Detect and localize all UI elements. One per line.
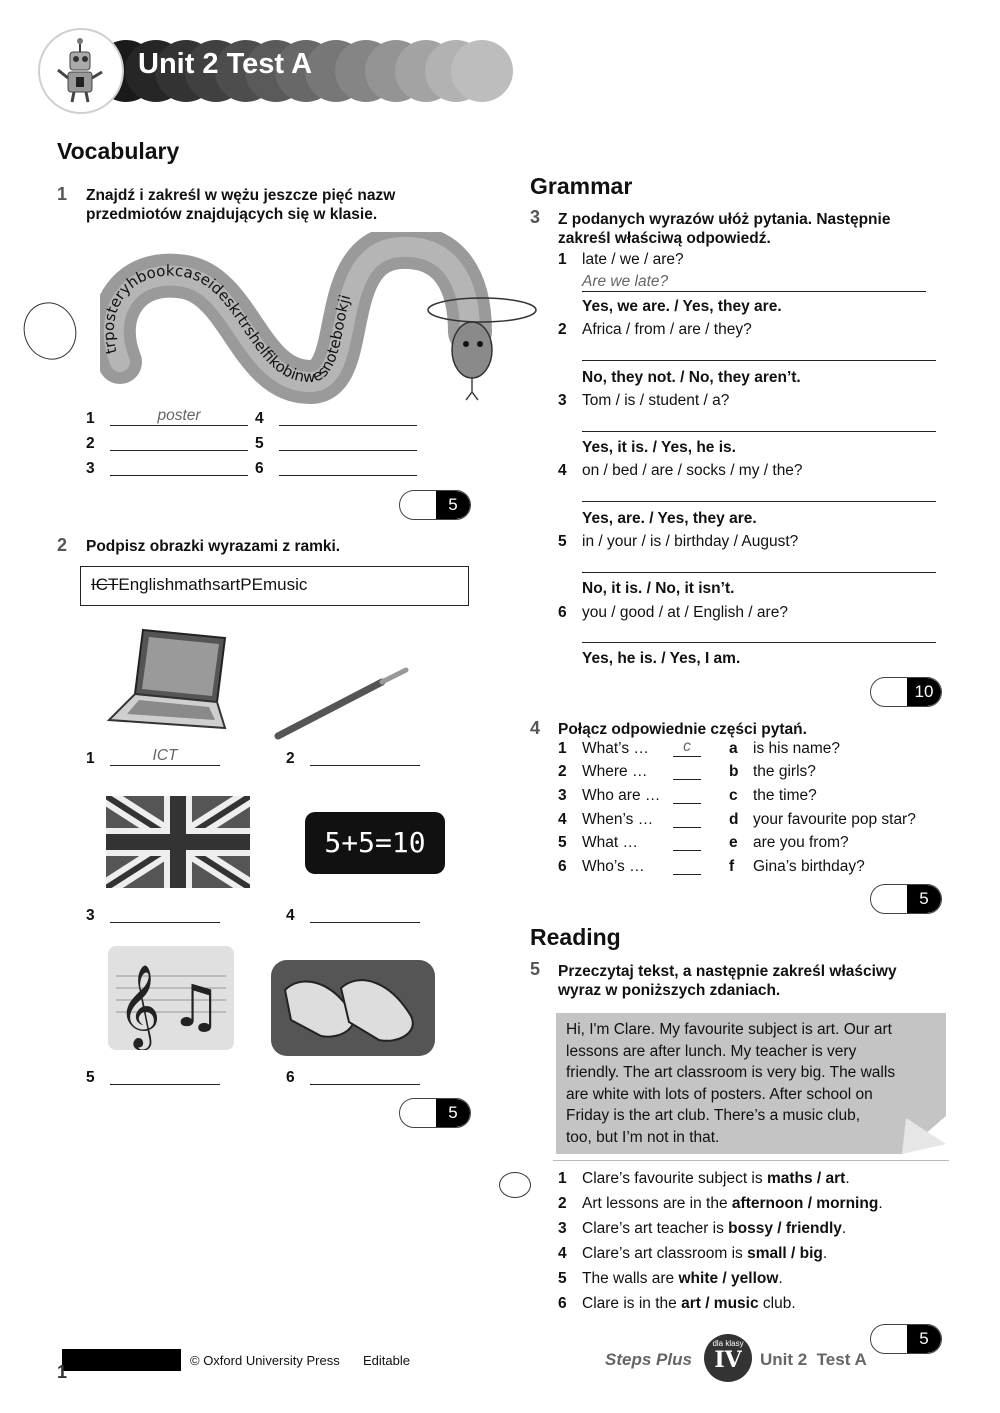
sentence-text: Clare is in the — [582, 1295, 682, 1312]
reading-line: Hi, I'm Clare. My favourite subject is art. Our art — [566, 1021, 892, 1038]
choice-options[interactable]: bossy / friendly — [728, 1220, 842, 1237]
music-notes-picture — [108, 946, 234, 1050]
sentence-text: The walls are — [582, 1270, 679, 1287]
sentence — [582, 1295, 796, 1313]
answer-line[interactable] — [110, 431, 248, 451]
snake-letters: trposteryhbookcaseideskrtrshelfikobinwesnotebookji — [100, 261, 355, 387]
instruction-line: przedmiotów znajdujących się w klasie. — [86, 206, 378, 223]
exercise-instruction — [86, 186, 395, 224]
item-number: 4 — [286, 907, 295, 924]
item-number: 1 — [558, 740, 567, 757]
score-badge — [870, 1324, 942, 1354]
match-line[interactable] — [673, 831, 701, 851]
word-box — [80, 566, 469, 606]
match-line[interactable] — [673, 808, 701, 828]
item-number: 3 — [558, 1220, 567, 1237]
instruction-line: Z podanych wyrazów ułóż pytania. Następnie — [558, 211, 891, 228]
response-options: No, they not. / No, they aren’t. — [582, 369, 801, 386]
instruction-line: Przeczytaj tekst, a następnie zakreśl właściwy — [558, 963, 897, 980]
item-number: 6 — [558, 604, 567, 621]
sentence — [582, 1170, 850, 1188]
vocabulary-heading: Vocabulary — [57, 138, 180, 164]
answer-line[interactable] — [110, 903, 220, 923]
reading-text-box — [556, 1013, 946, 1154]
score-badge — [399, 490, 471, 520]
item-number: 1 — [558, 1170, 567, 1187]
item-number: 4 — [558, 811, 567, 828]
score-value: 5 — [907, 1325, 941, 1353]
score-badge — [870, 884, 942, 914]
reading-line: friendly. The art classroom is very big. The walls — [566, 1064, 896, 1081]
blackboard-picture: 5+5=10 — [305, 812, 445, 874]
item-number: 4 — [558, 1245, 567, 1262]
snake-illustration — [100, 232, 540, 404]
reading-line: lessons are after lunch. My teacher is very — [566, 1042, 857, 1060]
score-value: 5 — [436, 1099, 470, 1127]
svg-text:♫: ♫ — [170, 972, 222, 1040]
answer-line[interactable] — [582, 553, 936, 573]
item-number: 6 — [286, 1069, 295, 1086]
response-options: Yes, we are. / Yes, they are. — [582, 298, 782, 315]
exercise-number: 2 — [57, 535, 68, 555]
prompt-text: in / your / is / birthday / August? — [582, 533, 799, 550]
sentence-text: . — [778, 1270, 783, 1287]
copyright: © Oxford University Press — [190, 1353, 340, 1368]
trainers-picture — [271, 960, 435, 1056]
exercise-number: 4 — [530, 718, 541, 738]
question-end: is his name? — [753, 740, 841, 757]
score-value: 5 — [436, 491, 470, 519]
item-number: 1 — [86, 410, 95, 427]
sentence — [582, 1245, 827, 1263]
prompt-text: on / bed / are / socks / my / the? — [582, 462, 803, 479]
prompt-text: Tom / is / student / a? — [582, 392, 730, 409]
choice-options[interactable]: small / big — [747, 1245, 823, 1262]
exercise-instruction — [558, 962, 897, 1000]
item-number: 2 — [286, 750, 295, 767]
item-number: 5 — [558, 1270, 567, 1287]
response-options: Yes, it is. / Yes, he is. — [582, 439, 736, 456]
answer-ellipse — [16, 295, 85, 367]
answer-line[interactable] — [279, 406, 417, 426]
match-line[interactable] — [673, 855, 701, 875]
badge-numeral: IV — [714, 1347, 742, 1373]
score-badge — [870, 677, 942, 707]
prompt-text: late / we / are? — [582, 251, 684, 268]
question-start: Who’s … — [582, 858, 645, 875]
prompt-text: Africa / from / are / they? — [582, 321, 752, 338]
answer-line[interactable] — [310, 746, 420, 766]
exercise-instruction: Podpisz obrazki wyrazami z ramki. — [86, 538, 341, 555]
reading-line: are white with lots of posters. After school on — [566, 1085, 873, 1103]
option-letter: a — [729, 740, 738, 757]
score-badge — [399, 1098, 471, 1128]
option-letter: b — [729, 763, 739, 780]
question-end: are you from? — [753, 834, 849, 851]
sentence-text: Clare’s art classroom is — [582, 1245, 748, 1262]
instruction-line: wyraz w poniższych zdaniach. — [558, 982, 781, 999]
answer-line[interactable]: Are we late? — [582, 272, 926, 292]
item-number: 5 — [86, 1069, 95, 1086]
item-number: 2 — [558, 321, 567, 338]
choice-options[interactable]: afternoon / morning — [731, 1195, 879, 1212]
editable-label: Editable — [363, 1353, 410, 1368]
word-crossed: ICT — [91, 575, 119, 594]
item-number: 6 — [558, 858, 567, 875]
option-letter: e — [729, 834, 738, 851]
choice-options[interactable]: white / yellow — [678, 1270, 779, 1287]
answer-line[interactable] — [582, 482, 936, 502]
sentence-text: . — [878, 1195, 883, 1212]
item-number: 5 — [255, 435, 264, 452]
unit-label: Unit 2 Test A — [760, 1350, 867, 1369]
reading-line: too, but I’m not in that. — [566, 1128, 720, 1146]
item-number: 4 — [255, 410, 264, 427]
item-number: 5 — [558, 834, 567, 851]
reading-line: Friday is the art club. There’s a music club, — [566, 1107, 861, 1124]
page-title: Unit 2 Test A — [138, 48, 313, 80]
exercise-number: 1 — [57, 184, 68, 204]
answer-line[interactable] — [582, 623, 936, 643]
answer-line[interactable] — [110, 1065, 220, 1085]
choice-options[interactable]: art / music — [681, 1295, 759, 1312]
answer-line[interactable]: ICT — [110, 746, 220, 766]
question-start: Who are … — [582, 787, 661, 804]
answer-line[interactable] — [279, 456, 417, 476]
robot-logo — [38, 28, 124, 114]
match-line[interactable] — [673, 760, 701, 780]
sentence-text: Clare’s art teacher is — [582, 1220, 729, 1237]
item-number: 2 — [558, 763, 567, 780]
score-value: 10 — [907, 678, 941, 706]
match-line[interactable] — [673, 784, 701, 804]
option-letter: f — [729, 858, 735, 875]
exercise-instruction — [558, 210, 890, 248]
word-list: EnglishmathsartPEmusic — [118, 575, 308, 594]
instruction-line: Znajdź i zakreśl w wężu jeszcze pięć nazw — [86, 187, 396, 204]
option-letter: c — [729, 787, 738, 804]
item-number: 6 — [255, 460, 264, 477]
divider — [553, 1160, 949, 1161]
reading-heading: Reading — [530, 924, 621, 950]
score-value: 5 — [907, 885, 941, 913]
item-number: 3 — [558, 787, 567, 804]
question-start: Where … — [582, 763, 648, 780]
item-number: 2 — [86, 435, 95, 452]
answer-line[interactable]: poster — [110, 406, 248, 426]
snake-head — [452, 322, 492, 378]
question-start: When’s … — [582, 811, 654, 828]
instruction-line: zakreśl właściwą odpowiedź. — [558, 230, 771, 247]
item-number: 3 — [558, 392, 567, 409]
sentence — [582, 1270, 783, 1288]
footer-black-bar — [62, 1349, 181, 1371]
robot-icon — [40, 30, 122, 112]
response-options: Yes, are. / Yes, they are. — [582, 510, 757, 527]
question-end: the girls? — [753, 763, 816, 780]
item-number: 1 — [558, 251, 567, 268]
sentence-text: . — [841, 1220, 847, 1237]
question-end: the time? — [753, 787, 817, 804]
sentence-text: Art lessons are in the — [582, 1195, 732, 1212]
sentence — [582, 1220, 846, 1238]
item-number: 1 — [86, 750, 95, 767]
item-number: 4 — [558, 462, 567, 479]
laptop-picture — [105, 624, 231, 736]
response-options: Yes, he is. / Yes, I am. — [582, 650, 741, 667]
response-options: No, it is. / No, it isn’t. — [582, 580, 735, 597]
sentence-text: . — [845, 1170, 850, 1187]
sentence-text: Clare’s favourite subject is — [582, 1170, 767, 1187]
exercise-instruction: Połącz odpowiednie części pytań. — [558, 721, 807, 738]
sentence — [582, 1195, 883, 1213]
exercise-number: 5 — [530, 959, 541, 979]
choice-options[interactable]: maths / art — [766, 1170, 846, 1187]
item-number: 6 — [558, 1295, 567, 1312]
question-end: Gina’s birthday? — [753, 858, 865, 875]
answer-line[interactable] — [110, 456, 248, 476]
question-start: What … — [582, 834, 638, 851]
item-number: 2 — [558, 1195, 567, 1212]
answer-line[interactable] — [582, 341, 936, 361]
option-letter: d — [729, 811, 739, 828]
grammar-heading: Grammar — [530, 173, 633, 199]
page-number: 1 — [57, 1362, 68, 1382]
paintbrush-picture — [272, 664, 412, 744]
question-start: What’s … — [582, 740, 649, 757]
sentence-text: club. — [758, 1295, 796, 1312]
uk-flag-picture — [106, 796, 250, 888]
sentence-text: . — [822, 1245, 828, 1262]
page-curl-icon — [902, 1116, 950, 1156]
match-line[interactable]: c — [673, 737, 701, 757]
item-number: 3 — [86, 907, 95, 924]
class-badge — [704, 1334, 752, 1382]
item-number: 3 — [86, 460, 95, 477]
badge-small-text: dla klasy — [712, 1339, 744, 1348]
question-end: your favourite pop star? — [753, 811, 916, 828]
answer-line[interactable] — [310, 1065, 420, 1085]
answer-line[interactable] — [310, 903, 420, 923]
answer-line[interactable] — [279, 431, 417, 451]
exercise-number: 3 — [530, 207, 541, 227]
svg-text:𝄞: 𝄞 — [118, 963, 161, 1047]
answer-line[interactable] — [582, 412, 936, 432]
brand-name: Steps Plus — [605, 1350, 692, 1369]
item-number: 5 — [558, 533, 567, 550]
answer-ellipse — [499, 1172, 531, 1198]
prompt-text: you / good / at / English / are? — [582, 604, 788, 621]
